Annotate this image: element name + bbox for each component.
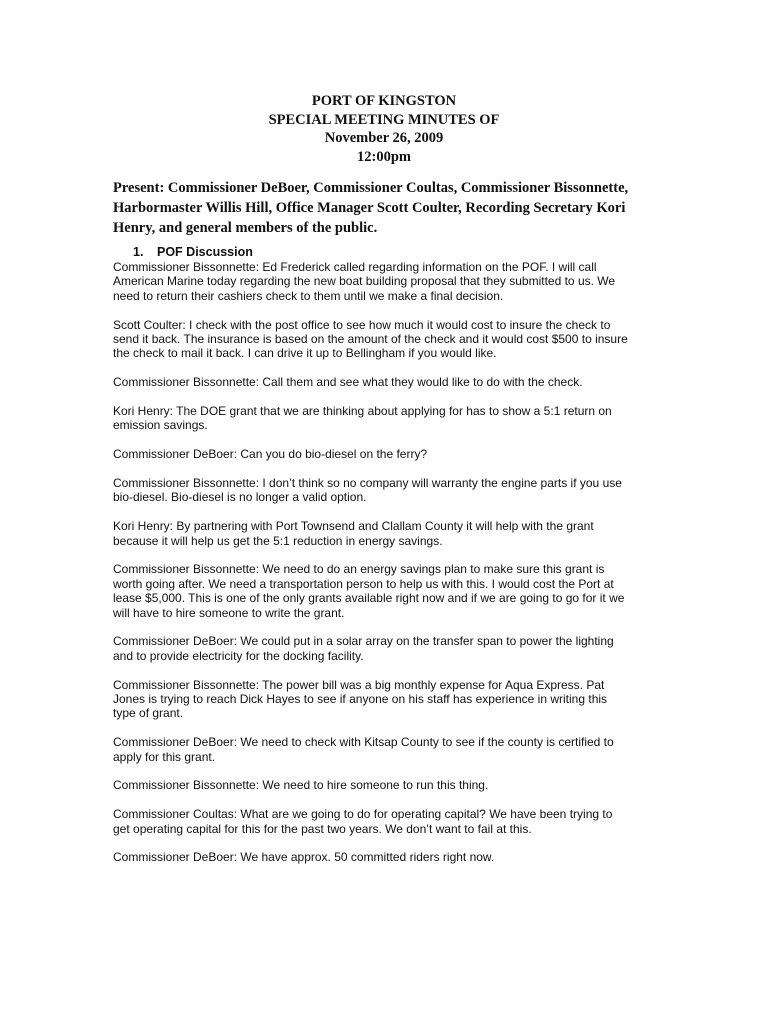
minutes-paragraph: Commissioner Bissonnette: The power bill was a big monthly expense for Aqua Express. Pat Jones is trying to reach Dick Hayes to see if anyone on his staff has experience in writing this type of grant. [113,677,608,721]
minutes-paragraph: Commissioner Bissonnette: We need to hire someone to run this thing. [113,778,489,793]
minutes-paragraph: Commissioner Bissonnette: We need to do an energy savings plan to make sure this grant is worth going after. We need a transportation person to help us with this. I would cost the Port at lease $5,000. This is one of the only grants available right now and if we are going to go for it we will have to hire someone to write the grant. [113,562,625,620]
section-number: 1. [133,245,144,259]
meeting-date: November 26, 2009 [324,130,444,146]
organization-title: PORT OF KINGSTON [311,93,457,109]
minutes-paragraph: Commissioner DeBoer: We need to check with Kitsap County to see if the county is certified to apply for this grant. [113,735,614,764]
minutes-paragraph: Scott Coulter: I check with the post office to see how much it would cost to insure the check to send it back. The insurance is based on the amount of the check and it would cost $500 to insure the check to mail it back. I can drive it up to Bellingham if you would like. [113,317,628,361]
meeting-time: 12:00pm [357,148,411,165]
section-heading [133,245,253,260]
attendees-paragraph: Present: Commissioner DeBoer, Commissioner Coultas, Commissioner Bissonnette, Harbormaster Willis Hill, Office Manager Scott Coulter, Recording Secretary Kori Henry, and general members of the public. [113,180,629,236]
minutes-body [113,260,658,879]
minutes-paragraph: Kori Henry: The DOE grant that we are thinking about applying for has to show a 5:1 return on emission savings. [113,404,612,433]
minutes-paragraph: Commissioner Bissonnette: I don’t think so no company will warranty the engine parts if you use bio-diesel. Bio-diesel is no longer a valid option. [113,476,622,505]
minutes-paragraph: Kori Henry: By partnering with Port Townsend and Clallam County it will help with the grant because it will help us get the 5:1 reduction in energy savings. [113,519,594,548]
minutes-paragraph: Commissioner Bissonnette: Ed Frederick called regarding information on the POF. I will call American Marine today regarding the new boat building proposal that they submitted to us. We need to return their cashiers check to them until we make a final decision. [113,260,616,303]
section-title: POF Discussion [157,245,253,259]
minutes-paragraph: Commissioner DeBoer: Can you do bio-diesel on the ferry? [113,447,428,462]
minutes-paragraph: Commissioner Bissonnette: Call them and see what they would like to do with the check. [113,375,583,390]
meeting-title: SPECIAL MEETING MINUTES OF [268,111,500,128]
minutes-paragraph: Commissioner DeBoer: We could put in a solar array on the transfer span to power the lighting and to provide electricity for the docking facility. [113,634,614,663]
document-header [0,92,768,166]
minutes-paragraph: Commissioner DeBoer: We have approx. 50 committed riders right now. [113,850,495,865]
minutes-paragraph: Commissioner Coultas: What are we going to do for operating capital? We have been trying to get operating capital for this for the past two years. We don’t want to fail at this. [113,807,613,836]
